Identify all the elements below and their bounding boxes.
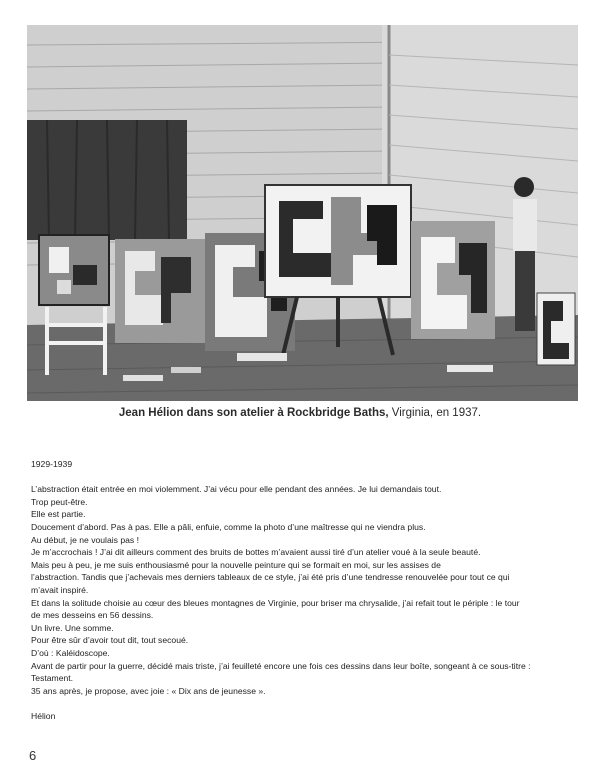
caption-main: Jean Hélion dans son atelier à Rockbridge Baths, <box>118 407 389 419</box>
text-line: Avant de partir pour la guerre, décidé mais triste, j’ai feuilleté encore une fois ces dessins dans leur boîte, songeant à ce sous-titre : <box>31 660 531 671</box>
caption-place: Virginia, en 1937. <box>388 407 482 419</box>
studio-photo <box>27 25 578 401</box>
text-line: Au début, je ne voulais pas ! <box>31 534 139 545</box>
text-line: Elle est partie. <box>31 509 86 520</box>
text-line: D’où : Kaléidoscope. <box>31 647 110 658</box>
signature: Hélion <box>31 710 56 721</box>
text-line: Je m’accrochais ! J’ai dit ailleurs comment des bruits de bottes m’avaient aussi tiré d’un atelier voué à la seule beauté. <box>31 547 481 558</box>
text-line: L’abstraction était entrée en moi violemment. J’ai vécu pour elle pendant des années. Je lui demandais tout. <box>31 484 442 495</box>
text-line: 35 ans après, je propose, avec joie : « Dix ans de jeunesse ». <box>31 685 266 696</box>
photo-caption <box>0 407 600 419</box>
text-line: Pour être sûr d’avoir tout dit, tout secoué. <box>31 635 189 646</box>
text-line: Un livre. Une somme. <box>31 622 114 633</box>
studio-photo-illustration <box>27 25 578 401</box>
text-line: de mes desseins en 56 dessins. <box>31 610 154 621</box>
text-line: Mais peu à peu, je me suis enthousiasmé pour la nouvelle peinture qui se formait en moi, sur les assises de <box>31 559 441 570</box>
page-number: 6 <box>29 748 37 763</box>
text-line: Testament. <box>31 673 74 684</box>
text-dates: 1929-1939 <box>31 459 73 469</box>
text-line: m’avait inspiré. <box>31 584 89 595</box>
body-text <box>31 458 576 722</box>
text-line: Trop peut-être. <box>31 496 88 507</box>
text-line: l’abstraction. Tandis que j’achevais mes derniers tableaux de ce style, j’ai été pris d’une tendresse renouvelée pour tout ce qui <box>31 572 510 583</box>
text-line: Et dans la solitude choisie au cœur des bleues montagnes de Virginie, pour briser ma chrysalide, j’ai refait tout le périple : le tour <box>31 597 520 608</box>
text-line: Doucement d’abord. Pas à pas. Elle a pâli, enfuie, comme la photo d’une maîtresse qui ne viendra plus. <box>31 521 426 532</box>
